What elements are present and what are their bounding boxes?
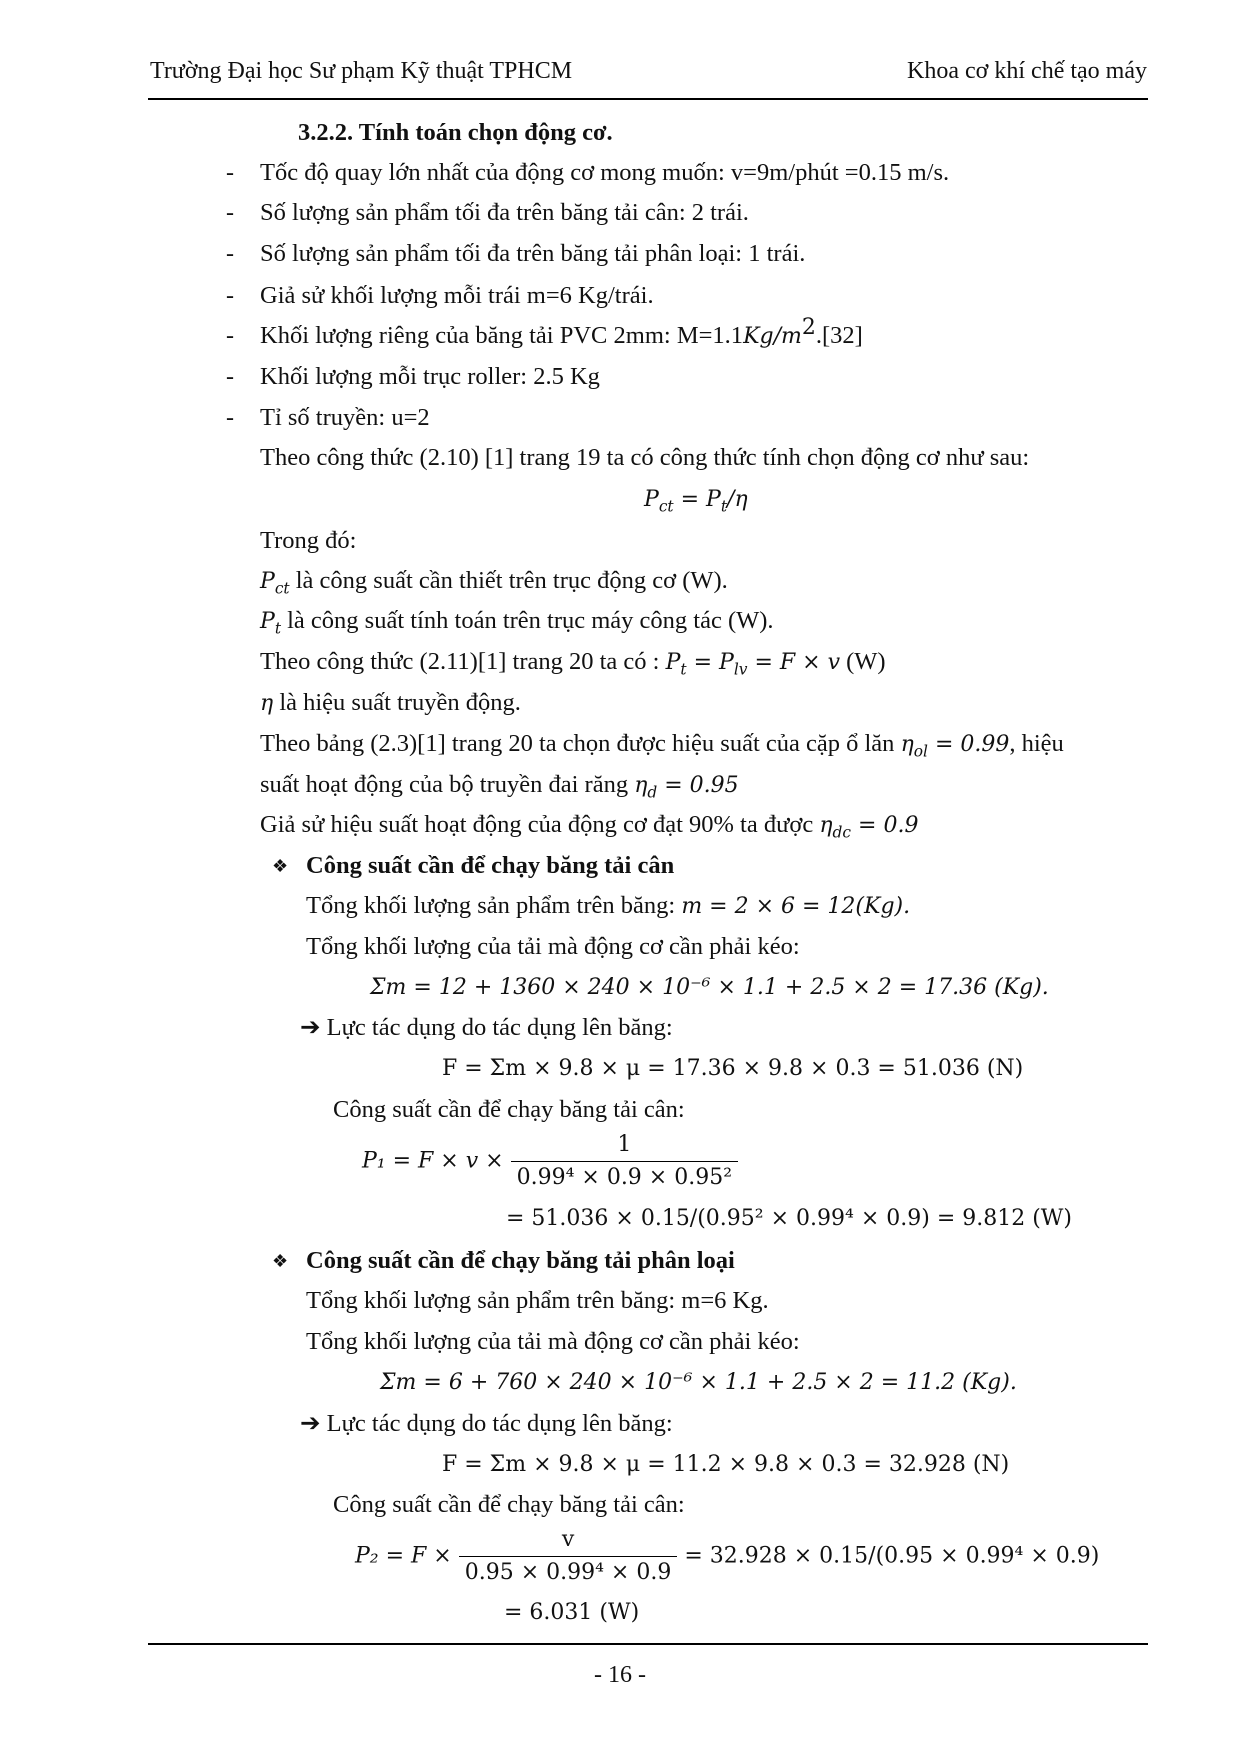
sec2-p2-result: = 6.031 (W) <box>504 1600 640 1625</box>
sec1-total-label: Tổng khối lượng sản phẩm trên băng: <box>306 892 682 919</box>
sec1-power-label: Công suất cần để chạy băng tải cân: <box>333 1096 685 1123</box>
pvc-text: Khối lượng riêng của băng tải PVC 2mm: M=1.1 <box>260 322 744 349</box>
list-marker: - <box>226 323 234 349</box>
footer-rule <box>148 1643 1148 1645</box>
sec1-title: Công suất cần để chạy băng tải cân <box>306 852 675 879</box>
gia-su-text: Giả sử hiệu suất hoạt động của động cơ đạt 90% ta được <box>260 811 820 838</box>
pt-definition <box>260 606 774 637</box>
page-number: - 16 - <box>594 1662 646 1688</box>
pvc-unit: Kg/m <box>743 324 802 349</box>
list-marker: - <box>226 241 234 267</box>
eta-symbol: η <box>260 691 274 716</box>
pct-definition <box>260 566 728 597</box>
sec2-force-eq: F = Σm × 9.8 × μ = 11.2 × 9.8 × 0.3 = 32.928 (N) <box>442 1452 1010 1477</box>
sec1-force-eq: F = Σm × 9.8 × μ = 17.36 × 9.8 × 0.3 = 51.036 (N) <box>442 1056 1024 1081</box>
pvc-exp: 2 <box>801 314 816 340</box>
pct-symbol: $P_{ct}$ <box>260 569 290 598</box>
arrow-right-icon: ➔ <box>300 1410 321 1437</box>
header-faculty: Khoa cơ khí chế tạo máy <box>907 58 1147 84</box>
diamond-bullet-icon: ❖ <box>272 856 289 876</box>
list-item: Tỉ số truyền: u=2 <box>260 404 430 431</box>
p1-fraction <box>511 1131 738 1192</box>
list-marker: - <box>226 200 234 226</box>
paragraph: Theo công thức (2.10) [1] trang 19 ta có công thức tính chọn động cơ như sau: <box>260 444 1030 471</box>
sec1-total-eq: m = 2 × 6 = 12(Kg). <box>681 894 911 919</box>
list-marker: - <box>226 283 234 309</box>
bang2-text: suất hoạt động của bộ truyền đai răng <box>260 771 635 798</box>
bang-text-end: , hiệu <box>1009 730 1064 757</box>
bang-text: Theo bảng (2.3)[1] trang 20 ta chọn được hiệu suất của cặp ổ lăn <box>260 730 901 757</box>
paragraph-bang-2 <box>260 770 739 801</box>
list-item: Giả sử khối lượng mỗi trái m=6 Kg/trái. <box>260 282 654 309</box>
sec1-force-line <box>300 1013 673 1043</box>
list-marker: - <box>226 160 234 186</box>
list-item: Khối lượng mỗi trục roller: 2.5 Kg <box>260 363 600 390</box>
eta-desc: là hiệu suất truyền động. <box>273 689 521 716</box>
p2-fraction <box>459 1526 678 1587</box>
equation-pct: $P_{ct} = P_t/\eta$ <box>644 487 748 516</box>
p1-denominator: 0.99⁴ × 0.9 × 0.95² <box>516 1165 733 1190</box>
pct-desc: là công suất cần thiết trên trục động cơ (W). <box>289 567 728 594</box>
sec2-title: Công suất cần để chạy băng tải phân loại <box>306 1247 735 1274</box>
p2-rhs: = 32.928 × 0.15/(0.95 × 0.99⁴ × 0.9) <box>684 1543 1100 1569</box>
diamond-bullet-icon: ❖ <box>272 1251 289 1271</box>
p2-denominator: 0.95 × 0.99⁴ × 0.9 <box>464 1560 672 1585</box>
list-marker: - <box>226 405 234 431</box>
list-item: Số lượng sản phẩm tối đa trên băng tải cân: 2 trái. <box>260 199 749 226</box>
eta-dc: $\eta_{dc} = 0.9$ <box>819 813 919 842</box>
paragraph-gia-su <box>260 810 918 841</box>
sec1-load-label: Tổng khối lượng của tải mà động cơ cần phải kéo: <box>306 933 800 960</box>
sec2-total: Tổng khối lượng sản phẩm trên băng: m=6 Kg. <box>306 1287 769 1314</box>
ct211-text: Theo công thức (2.11)[1] trang 20 ta có : <box>260 648 666 675</box>
p2-lhs: P₂ = F × <box>355 1543 452 1569</box>
sec1-total <box>306 891 910 922</box>
eta-d: $\eta_d = 0.95$ <box>634 773 739 802</box>
list-item: Tốc độ quay lớn nhất của động cơ mong muốn: v=9m/phút =0.15 m/s. <box>260 159 950 186</box>
list-item-pvc <box>260 314 863 352</box>
sec2-force-line <box>300 1409 673 1439</box>
sec1-force-label: Lực tác dụng do tác dụng lên băng: <box>326 1014 673 1041</box>
paragraph-2-11 <box>260 647 886 678</box>
p1-numerator: 1 <box>511 1131 738 1162</box>
sec2-p2-eq <box>355 1526 1099 1587</box>
list-marker: - <box>226 364 234 390</box>
p2-numerator: v <box>459 1526 678 1557</box>
sec1-p1-result: = 51.036 × 0.15/(0.95² × 0.99⁴ × 0.9) = 9.812 (W) <box>506 1206 1072 1231</box>
sec2-force-label: Lực tác dụng do tác dụng lên băng: <box>326 1410 673 1437</box>
paragraph-bang <box>260 729 1064 760</box>
sec2-sum-eq: Σm = 6 + 760 × 240 × 10⁻⁶ × 1.1 + 2.5 × 2 = 11.2 (Kg). <box>380 1370 1017 1395</box>
eta-ol: $\eta_{ol} = 0.99$ <box>900 732 1010 761</box>
pvc-ref: .[32] <box>815 322 863 349</box>
list-item: Số lượng sản phẩm tối đa trên băng tải phân loại: 1 trái. <box>260 240 806 267</box>
pt-desc: là công suất tính toán trên trục máy công tác (W). <box>281 607 774 634</box>
section-title: 3.2.2. Tính toán chọn động cơ. <box>298 119 613 146</box>
sec2-power-label: Công suất cần để chạy băng tải cân: <box>333 1491 685 1518</box>
eta-definition <box>260 688 521 719</box>
sec2-load-label: Tổng khối lượng của tải mà động cơ cần phải kéo: <box>306 1328 800 1355</box>
unit-w: (W) <box>840 648 886 675</box>
pt-symbol: $P_t$ <box>260 609 281 638</box>
sec1-sum-eq: Σm = 12 + 1360 × 240 × 10⁻⁶ × 1.1 + 2.5 × 2 = 17.36 (Kg). <box>370 975 1049 1000</box>
header-school: Trường Đại học Sư phạm Kỹ thuật TPHCM <box>150 58 573 84</box>
sec1-p1-eq <box>362 1131 738 1192</box>
arrow-right-icon: ➔ <box>300 1014 321 1041</box>
equation-pt: $P_t = P_{lv} = F \times v$ <box>665 650 841 679</box>
header-rule <box>148 98 1148 100</box>
paragraph: Trong đó: <box>260 527 357 554</box>
p1-lhs: P₁ = F × v × <box>362 1148 504 1174</box>
